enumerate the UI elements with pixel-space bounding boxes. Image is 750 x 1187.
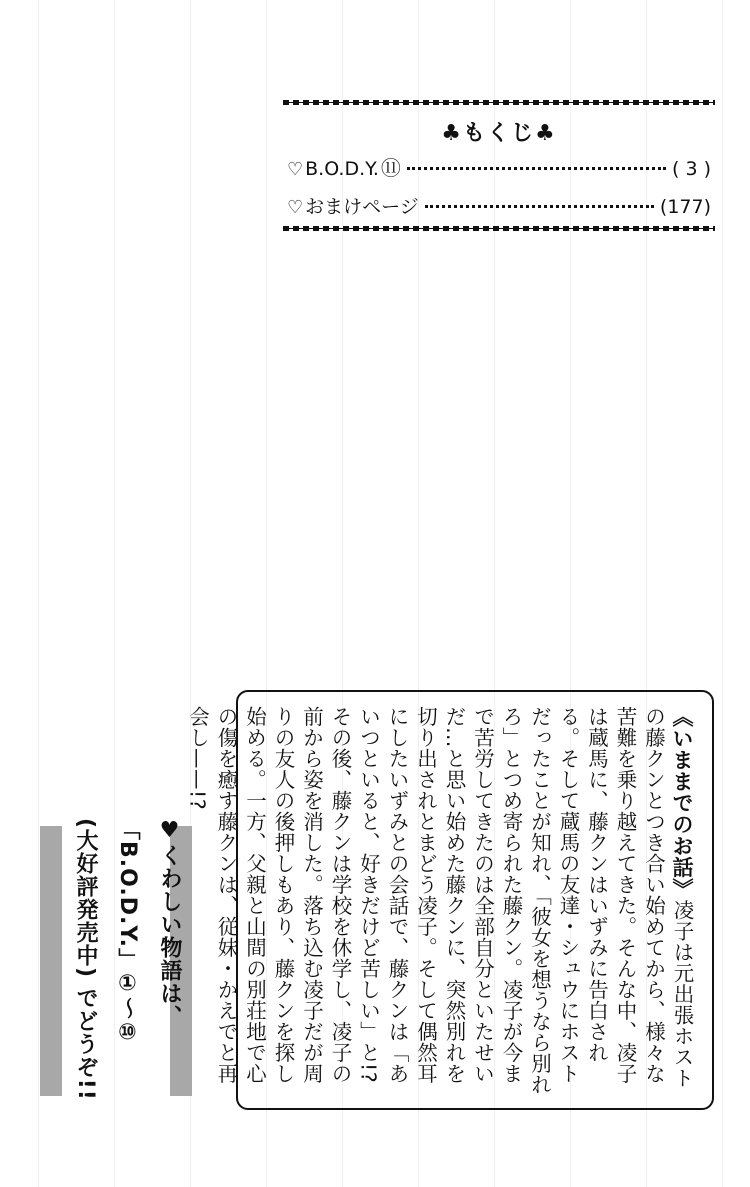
- toc-top-rule: [283, 100, 715, 105]
- promo-line-3: (大好評発売中) でどうぞ!!: [73, 818, 98, 1101]
- promo-line-1: ♥くわしい物語は、: [157, 818, 182, 1028]
- promo-note: [40, 818, 190, 1101]
- toc-entry-volume: ⑪: [380, 156, 401, 180]
- toc-entry[interactable]: [287, 192, 711, 219]
- toc-heading-text: もくじ: [462, 121, 535, 146]
- heart-icon: ♡: [287, 159, 304, 180]
- toc-leader-dots: [425, 204, 654, 208]
- club-icon: ♣: [441, 121, 463, 146]
- story-title: 《いままでのお話》: [670, 706, 694, 900]
- story-summary-box: [185, 690, 714, 1110]
- story-body: 凌子は元出張ホストの藤クンとつき合い始めてから、様々な苦難を乗り越えてきた。そんな中、凌子は蔵馬に、藤クンはいずみに告白される。そして蔵馬の友達・シュウにホストだったことが知れ、「彼女を想うなら別れろ」とつめ寄られた藤クン。凌子が今まで苦労してきたのは全部自分といたせいだ…と思い始めた藤クンに、突然別れを切り出されとまどう凌子。そして偶然耳にしたいずみとの会話で、藤クンは「あいつといると、好きだけど苦しい」と!? その後、藤クンは学校を休学し、凌子の前から姿を消した。落ち込む凌子だが周りの友人の後押しもあり、藤クンを探し始める。一方、父親と山間の別荘地で心の傷を癒す藤クンは、従妹・かえでと再会し——!?: [185, 706, 694, 1095]
- promo-text: [40, 818, 190, 1102]
- toc-entry-page: ( 3 ): [672, 158, 711, 180]
- heart-icon: ♡: [287, 197, 304, 218]
- toc-leader-dots: [407, 166, 666, 170]
- story-summary: [185, 706, 696, 1096]
- toc-entry-title: B.O.D.Y.: [305, 158, 379, 180]
- club-icon: ♣: [535, 121, 557, 146]
- toc-entry-title: おまけページ: [305, 196, 419, 218]
- toc-entry-page: (177): [659, 196, 711, 218]
- toc-heading: [283, 116, 715, 147]
- table-of-contents: [283, 96, 715, 236]
- toc-entry[interactable]: [287, 152, 711, 181]
- toc-bottom-rule: [283, 226, 715, 231]
- promo-line-2: 「B.O.D.Y.」①〜⑩: [115, 818, 140, 1046]
